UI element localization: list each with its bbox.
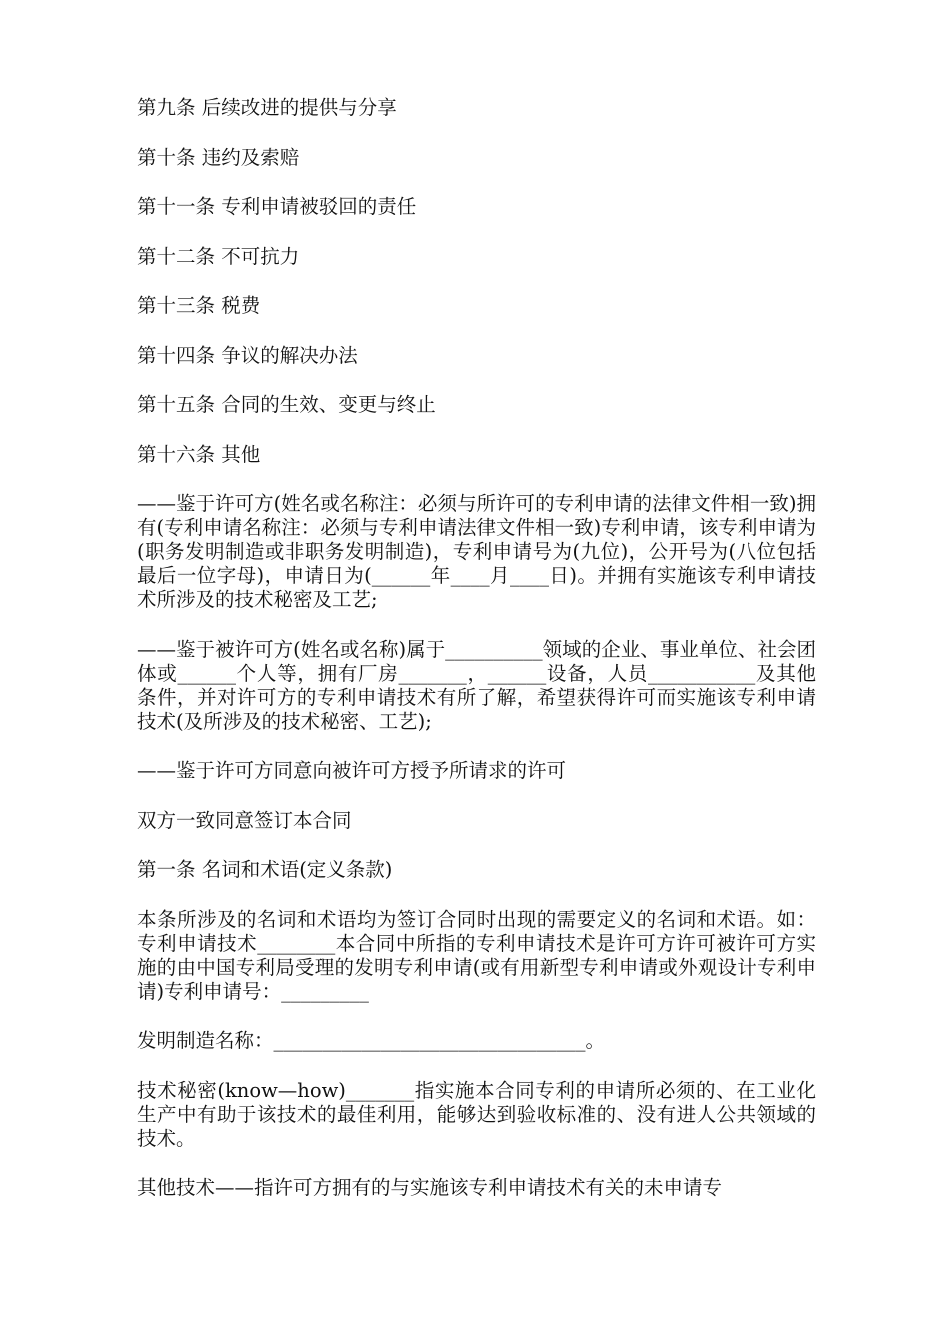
definitions-intro-paragraph: 本条所涉及的名词和术语均为签订合同时出现的需要定义的名词和术语。如：专利申请技术________本合同中所指的专利申请技术是许可方许可被许可方实施的由中国专利局受理的发明专利申请(或有用新型专利申请或外观设计专利申请)专利申请号：_________ [137,907,816,1003]
invention-name-paragraph: 发明制造名称：________________________________。 [137,1029,606,1052]
document-page [137,96,816,1226]
recital-grant-paragraph: ——鉴于许可方同意向被许可方授予所请求的许可 [137,759,567,782]
agreement-paragraph: 双方一致同意签订本合同 [137,808,352,832]
know-how-paragraph: 技术秘密(know—how)_______指实施本合同专利的申请所必须的、在工业化生产中有助于该技术的最佳利用，能够达到验收标准的、没有进人公共领域的技术。 [137,1078,816,1150]
recital-licensor-paragraph: ——鉴于许可方(姓名或名称注：必须与所许可的专利申请的法律文件相一致)拥有(专利申请名称注：必须与专利申请法律文件相一致)专利申请，该专利申请为(职务发明制造或非职务发明制造)，专利申请号为(九位)，公开号为(八位包括最后一位字母)，申请日为(______年____月____日)。并拥有实施该专利申请技术所涉及的技术秘密及工艺; [137,492,816,611]
article-12-heading: 第十二条 不可抗力 [137,244,300,268]
article-14-heading: 第十四条 争议的解决办法 [137,343,358,367]
article-1-heading: 第一条 名词和术语(定义条款) [137,858,393,881]
article-10-heading: 第十条 违约及索赔 [137,145,300,169]
article-11-heading: 第十一条 专利申请被驳回的责任 [137,195,417,218]
article-15-heading: 第十五条 合同的生效、变更与终止 [137,393,436,416]
other-tech-paragraph: 其他技术——指许可方拥有的与实施该专利申请技术有关的未申请专 [137,1176,723,1199]
article-16-heading: 第十六条 其他 [137,442,261,466]
article-9-heading: 第九条 后续改进的提供与分享 [137,96,397,119]
article-13-heading: 第十三条 税费 [137,294,261,317]
recital-licensee-paragraph: ——鉴于被许可方(姓名或名称)属于__________领域的企业、事业单位、社会团体或______个人等，拥有厂房_______，______设备，人员___________及其他条件，并对许可方的专利申请技术有所了解，希望获得许可而实施该专利申请技术(及所涉及的技术秘密、工艺); [137,637,816,733]
